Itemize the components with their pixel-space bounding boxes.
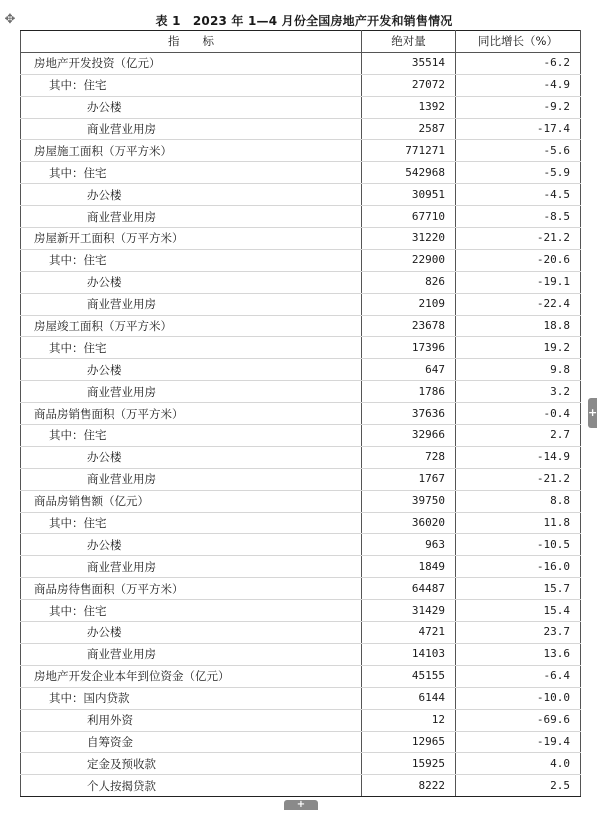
data-table [20, 30, 581, 797]
cell-indicator[interactable]: 其中：住宅 [21, 512, 362, 534]
table-row [21, 622, 581, 644]
cell-yoy[interactable]: 8.8 [456, 490, 581, 512]
cell-indicator[interactable]: 房屋竣工面积（万平方米） [21, 315, 362, 337]
cell-absolute[interactable]: 22900 [362, 249, 456, 271]
table-row [21, 381, 581, 403]
cell-absolute[interactable]: 15925 [362, 753, 456, 775]
cell-absolute[interactable]: 6144 [362, 687, 456, 709]
table-row [21, 775, 581, 797]
cell-absolute[interactable]: 4721 [362, 622, 456, 644]
cell-indicator[interactable]: 办公楼 [21, 534, 362, 556]
cell-indicator[interactable]: 商业营业用房 [21, 643, 362, 665]
cell-yoy[interactable]: -9.2 [456, 96, 581, 118]
cell-yoy[interactable]: 19.2 [456, 337, 581, 359]
header-row [21, 31, 581, 53]
cell-indicator[interactable]: 房屋新开工面积（万平方米） [21, 228, 362, 250]
cell-indicator[interactable]: 其中：国内贷款 [21, 687, 362, 709]
cell-yoy[interactable]: -5.9 [456, 162, 581, 184]
cell-absolute[interactable]: 1849 [362, 556, 456, 578]
cell-indicator[interactable]: 办公楼 [21, 96, 362, 118]
cell-yoy[interactable]: -21.2 [456, 228, 581, 250]
table-row [21, 665, 581, 687]
cell-yoy[interactable]: -6.4 [456, 665, 581, 687]
cell-yoy[interactable]: 23.7 [456, 622, 581, 644]
add-column-plus-icon[interactable]: + [588, 398, 597, 428]
cell-absolute[interactable]: 542968 [362, 162, 456, 184]
cell-indicator[interactable]: 其中：住宅 [21, 162, 362, 184]
header-absolute: 绝对量 [362, 31, 456, 53]
cell-indicator[interactable]: 房屋施工面积（万平方米） [21, 140, 362, 162]
cell-absolute[interactable]: 12 [362, 709, 456, 731]
cell-absolute[interactable]: 31429 [362, 600, 456, 622]
cell-yoy[interactable]: -10.5 [456, 534, 581, 556]
cell-indicator[interactable]: 其中：住宅 [21, 337, 362, 359]
cell-indicator[interactable]: 个人按揭贷款 [21, 775, 362, 797]
table-row [21, 74, 581, 96]
cell-absolute[interactable]: 2109 [362, 293, 456, 315]
cell-indicator[interactable]: 房地产开发企业本年到位资金（亿元） [21, 665, 362, 687]
cell-yoy[interactable]: -10.0 [456, 687, 581, 709]
table-row [21, 249, 581, 271]
cell-absolute[interactable]: 12965 [362, 731, 456, 753]
table-title: 表 1 2023 年 1—4 月份全国房地产开发和销售情况 [155, 14, 453, 28]
cell-yoy[interactable]: -4.9 [456, 74, 581, 96]
cell-yoy[interactable]: -69.6 [456, 709, 581, 731]
table-row [21, 162, 581, 184]
cell-indicator[interactable]: 办公楼 [21, 446, 362, 468]
table-row [21, 293, 581, 315]
table-row [21, 359, 581, 381]
cell-absolute[interactable]: 8222 [362, 775, 456, 797]
cell-absolute[interactable]: 27072 [362, 74, 456, 96]
cell-yoy[interactable]: -19.1 [456, 271, 581, 293]
table-row [21, 731, 581, 753]
cell-yoy[interactable]: 2.5 [456, 775, 581, 797]
cell-yoy[interactable]: -0.4 [456, 403, 581, 425]
cell-indicator[interactable]: 办公楼 [21, 622, 362, 644]
cell-yoy[interactable]: -4.5 [456, 184, 581, 206]
cell-yoy[interactable]: -19.4 [456, 731, 581, 753]
cell-yoy[interactable]: 15.4 [456, 600, 581, 622]
cell-yoy[interactable]: -20.6 [456, 249, 581, 271]
cell-absolute[interactable]: 67710 [362, 206, 456, 228]
cell-indicator[interactable]: 商业营业用房 [21, 293, 362, 315]
cell-yoy[interactable]: 15.7 [456, 578, 581, 600]
table-row [21, 403, 581, 425]
table-row [21, 315, 581, 337]
cell-yoy[interactable]: 13.6 [456, 643, 581, 665]
cell-absolute[interactable]: 14103 [362, 643, 456, 665]
table-row [21, 140, 581, 162]
table-move-handle-icon[interactable]: ✥ [4, 12, 16, 27]
table-row [21, 600, 581, 622]
cell-yoy[interactable]: -6.2 [456, 52, 581, 74]
cell-yoy[interactable]: 18.8 [456, 315, 581, 337]
cell-absolute[interactable]: 37636 [362, 403, 456, 425]
add-row-plus-icon[interactable]: + [284, 800, 318, 810]
table-row [21, 184, 581, 206]
cell-absolute[interactable]: 39750 [362, 490, 456, 512]
header-indicator: 指 标 [21, 31, 362, 53]
cell-indicator[interactable]: 商品房待售面积（万平方米） [21, 578, 362, 600]
table-row [21, 337, 581, 359]
cell-absolute[interactable]: 647 [362, 359, 456, 381]
table-row [21, 228, 581, 250]
cell-absolute[interactable]: 826 [362, 271, 456, 293]
cell-absolute[interactable]: 2587 [362, 118, 456, 140]
table-row [21, 753, 581, 775]
cell-absolute[interactable]: 32966 [362, 425, 456, 447]
cell-indicator[interactable]: 办公楼 [21, 271, 362, 293]
table-row [21, 643, 581, 665]
table-row [21, 687, 581, 709]
cell-absolute[interactable]: 728 [362, 446, 456, 468]
cell-indicator[interactable]: 商业营业用房 [21, 468, 362, 490]
cell-indicator[interactable]: 办公楼 [21, 359, 362, 381]
cell-absolute[interactable]: 1392 [362, 96, 456, 118]
cell-yoy[interactable]: 4.0 [456, 753, 581, 775]
cell-absolute[interactable]: 35514 [362, 52, 456, 74]
cell-absolute[interactable]: 1767 [362, 468, 456, 490]
cell-indicator[interactable]: 其中：住宅 [21, 249, 362, 271]
cell-absolute[interactable]: 64487 [362, 578, 456, 600]
cell-absolute[interactable]: 23678 [362, 315, 456, 337]
table-row [21, 578, 581, 600]
cell-yoy[interactable]: -21.2 [456, 468, 581, 490]
table-row [21, 206, 581, 228]
cell-indicator[interactable]: 办公楼 [21, 184, 362, 206]
cell-indicator[interactable]: 其中：住宅 [21, 425, 362, 447]
cell-absolute[interactable]: 963 [362, 534, 456, 556]
cell-indicator[interactable]: 其中：住宅 [21, 74, 362, 96]
cell-absolute[interactable]: 771271 [362, 140, 456, 162]
table-row [21, 96, 581, 118]
cell-absolute[interactable]: 17396 [362, 337, 456, 359]
table-row [21, 271, 581, 293]
table-row [21, 118, 581, 140]
cell-indicator[interactable]: 房地产开发投资（亿元） [21, 52, 362, 74]
cell-yoy[interactable]: -14.9 [456, 446, 581, 468]
table-row [21, 52, 581, 74]
cell-yoy[interactable]: -17.4 [456, 118, 581, 140]
header-yoy: 同比增长（%） [456, 31, 581, 53]
cell-indicator[interactable]: 商品房销售额（亿元） [21, 490, 362, 512]
table-row [21, 512, 581, 534]
cell-yoy[interactable]: -22.4 [456, 293, 581, 315]
cell-yoy[interactable]: -5.6 [456, 140, 581, 162]
cell-indicator[interactable]: 自筹资金 [21, 731, 362, 753]
cell-absolute[interactable]: 36020 [362, 512, 456, 534]
cell-indicator[interactable]: 定金及预收款 [21, 753, 362, 775]
cell-absolute[interactable]: 30951 [362, 184, 456, 206]
cell-indicator[interactable]: 利用外资 [21, 709, 362, 731]
table-row [21, 709, 581, 731]
table-row [21, 425, 581, 447]
cell-yoy[interactable]: 3.2 [456, 381, 581, 403]
table-row [21, 446, 581, 468]
cell-yoy[interactable]: -8.5 [456, 206, 581, 228]
cell-yoy[interactable]: 9.8 [456, 359, 581, 381]
table-row [21, 490, 581, 512]
cell-absolute[interactable]: 31220 [362, 228, 456, 250]
cell-indicator[interactable]: 其中：住宅 [21, 600, 362, 622]
cell-indicator[interactable]: 商业营业用房 [21, 206, 362, 228]
cell-indicator[interactable]: 商品房销售面积（万平方米） [21, 403, 362, 425]
cell-absolute[interactable]: 1786 [362, 381, 456, 403]
table-row [21, 556, 581, 578]
cell-yoy[interactable]: -16.0 [456, 556, 581, 578]
table-row [21, 468, 581, 490]
cell-indicator[interactable]: 商业营业用房 [21, 118, 362, 140]
table-row [21, 534, 581, 556]
cell-yoy[interactable]: 2.7 [456, 425, 581, 447]
cell-indicator[interactable]: 商业营业用房 [21, 381, 362, 403]
cell-yoy[interactable]: 11.8 [456, 512, 581, 534]
cell-absolute[interactable]: 45155 [362, 665, 456, 687]
cell-indicator[interactable]: 商业营业用房 [21, 556, 362, 578]
